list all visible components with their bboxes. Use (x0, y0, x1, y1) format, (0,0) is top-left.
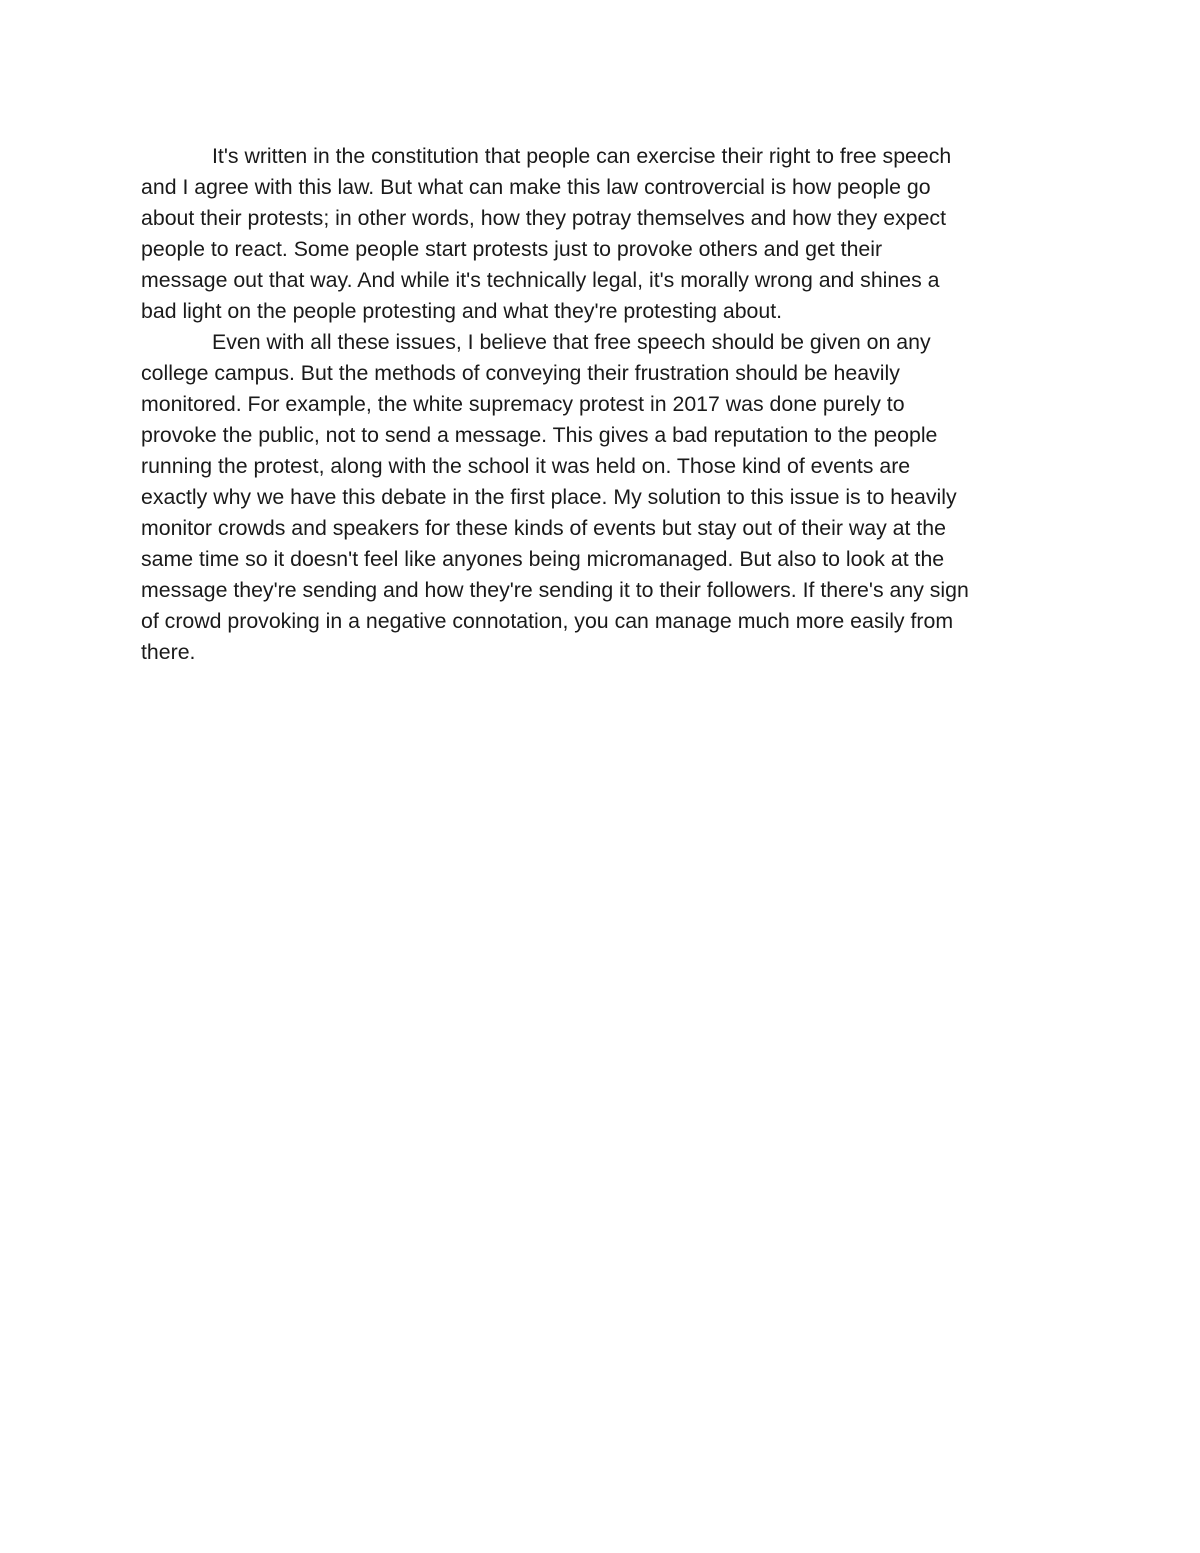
text-line: message they're sending and how they're sending it to their followers. If there's any sign (141, 578, 969, 602)
paragraph-2 (141, 327, 1071, 668)
text-line: of crowd provoking in a negative connotation, you can manage much more easily from (141, 609, 954, 633)
paragraph-1 (141, 141, 1071, 327)
text-line: Even with all these issues, I believe that free speech should be given on any (212, 330, 931, 354)
text-line: exactly why we have this debate in the first place. My solution to this issue is to heavily (141, 485, 957, 509)
text-line: provoke the public, not to send a message. This gives a bad reputation to the people (141, 423, 938, 447)
text-line: monitored. For example, the white supremacy protest in 2017 was done purely to (141, 392, 905, 416)
text-line: monitor crowds and speakers for these kinds of events but stay out of their way at the (141, 516, 946, 540)
text-line: college campus. But the methods of conveying their frustration should be heavily (141, 361, 900, 385)
text-line: It's written in the constitution that people can exercise their right to free speech (212, 144, 952, 168)
text-line: running the protest, along with the school it was held on. Those kind of events are (141, 454, 911, 478)
text-line: about their protests; in other words, how they potray themselves and how they expect (141, 206, 946, 230)
document-body (141, 141, 1071, 668)
text-line: same time so it doesn't feel like anyones being micromanaged. But also to look at the (141, 547, 945, 571)
text-line: people to react. Some people start protests just to provoke others and get their (141, 237, 883, 261)
text-line: message out that way. And while it's technically legal, it's morally wrong and shines a (141, 268, 940, 292)
text-line: there. (141, 640, 196, 664)
text-line: and I agree with this law. But what can make this law controvercial is how people go (141, 175, 931, 199)
text-line: bad light on the people protesting and what they're protesting about. (141, 299, 783, 323)
